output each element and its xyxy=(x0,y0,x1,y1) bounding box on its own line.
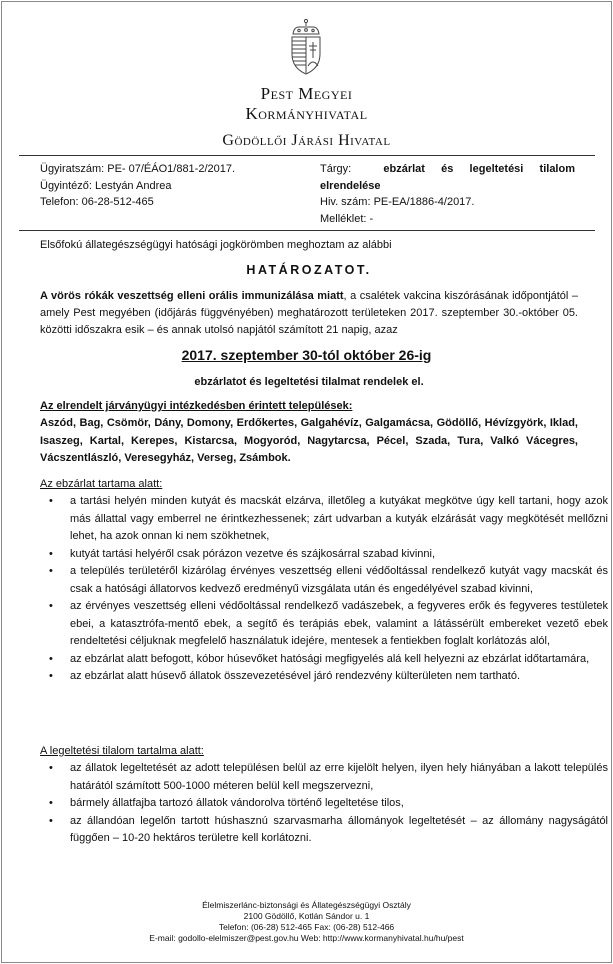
list-item: • a település területéről kizárólag érvényes veszettség elleni védőoltással rendelkező kutyát vagy macskát és csak a hatósági állatorvos kedvező eredményű vizsgálata után és engedélyével szabad kivinni, xyxy=(70,563,608,598)
grazing-ban-list xyxy=(40,760,608,848)
office-name-line2: Kormányhivatal xyxy=(245,104,368,123)
settlements-list: Aszód, Bag, Csömör, Dány, Domony, Erdőkertes, Galgahévíz, Galgamácsa, Gödöllő, Hévízgyörk, Iklad, Isaszeg, Kartal, Kerepes, Kistarcsa, Mogyoród, Nagytarcsa, Pécel, Szada, Tura, Valkó Vácegres, Vácszentlászló, Veresegyház, Verseg, Zsámbok. xyxy=(40,417,578,464)
list-item: • az érvényes veszettség elleni védőoltással rendelkező vadászebek, a fegyveres erők és fegyveres testületek ebei, a katasztrófa-mentő ebek, a segítő és terápiás ebek, valamint a látássérült embereket vezető ebek rendeltetési céljuknak megfelelő használatuk idejére, mentesek a fentiekben foglalt korlátozás alól, xyxy=(70,598,608,651)
list-item: • az állatok legeltetését az adott településen belül az erre kijelölt helyen, ilyen hely hiányában a lakott település határától számított 500-1000 méteren belül kell megszervezni, xyxy=(70,760,608,795)
list-item: • az ebzárlat alatt befogott, kóbor húsevőket hatósági megfigyelés alá kell helyezni az ebzárlat időtartamára, xyxy=(70,651,608,669)
ebzarlat-list xyxy=(40,493,608,686)
district-office-name: Gödöllői Járási Hivatal xyxy=(222,132,391,149)
hungarian-coat-of-arms-icon xyxy=(286,18,326,76)
reference-number: Hiv. szám: PE-EA/1886-4/2017. xyxy=(320,196,475,208)
decision-title: HATÁROZATOT. xyxy=(246,263,372,277)
intro-text: Elsőfokú állategészségügyi hatósági jogkörömben meghoztam az alábbi xyxy=(40,239,392,251)
case-officer: Ügyintéző: Lestyán Andrea xyxy=(40,179,172,192)
subject-line xyxy=(320,161,575,178)
order-text: ebzárlatot és legeltetési tilalmat rendelek el. xyxy=(194,376,424,388)
decision-reason: A vörös rókák veszettség elleni orális immunizálása miatt xyxy=(40,290,344,302)
header-divider xyxy=(19,155,595,156)
footer xyxy=(0,900,613,944)
case-meta-right xyxy=(320,161,575,227)
decision-reason-rest: , a csalétek vakcina kiszórásának időpontjától – amely Pest megyében (időjárás függvényében) meghatározott területeken 2017. szeptember 30.-október 05. közötti időszakra esik – és annak utolsó napjától számított 21 napig, azaz xyxy=(40,290,578,336)
list-item: • a tartási helyén minden kutyát és macskát elzárva, illetőleg a kutyákat megkötve úgy kell tartani, hogy azok más állattal vagy emberrel ne érintkezhessenek; zárt udvarban a kutyák elzárását vagy megkötését mellőzni lehet, ha azok onnan ki nem szökhetnek, xyxy=(70,493,608,546)
list-item: • az állandóan legelőn tartott húshasznú szarvasmarha állományok legeltetését – az állomány nagyságától függően – 10-20 hektáros területre kell korlátozni. xyxy=(70,813,608,848)
subject-text-1: ebzárlat és legeltetési tilalom xyxy=(383,163,575,175)
subject-text-2: elrendelése xyxy=(320,179,381,192)
case-phone: Telefon: 06-28-512-465 xyxy=(40,196,154,208)
footer-email-web: E-mail: godollo-elelmiszer@pest.gov.hu Web: http://www.kormanyhivatal.hu/hu/pest xyxy=(149,933,464,943)
footer-address: 2100 Gödöllő, Kotlán Sándor u. 1 xyxy=(243,911,370,921)
list-item: • bármely állatfajba tartozó állatok vándorolva történő legeltetése tilos, xyxy=(70,795,608,813)
subject-label: Tárgy: xyxy=(320,163,352,175)
decision-paragraph xyxy=(40,288,578,338)
attachment: Melléklet: - xyxy=(320,212,374,225)
restriction-period: 2017. szeptember 30-tól október 26-ig xyxy=(181,347,432,363)
footer-department: Élelmiszerlánc-biztonsági és Állategészségügyi Osztály xyxy=(202,900,411,910)
case-meta-left xyxy=(40,161,235,211)
list-item: • kutyát tartási helyéről csak pórázon vezetve és szájkosárral szabad kivinni, xyxy=(70,546,608,564)
office-name-line1: Pest Megyei xyxy=(260,84,353,103)
settlements-heading: Az elrendelt járványügyi intézkedésben érintett települések: xyxy=(40,400,353,412)
list-item: • az ebzárlat alatt húsevő állatok összevezetésével járó rendezvény külterületen nem tartható. xyxy=(70,668,608,686)
footer-phone-fax: Telefon: (06-28) 512-465 Fax: (06-28) 512-466 xyxy=(218,922,395,932)
ebzarlat-heading: Az ebzárlat tartama alatt: xyxy=(40,478,163,490)
case-number: Ügyiratszám: PE- 07/ÉÁO1/881-2/2017. xyxy=(40,163,236,175)
grazing-ban-heading: A legeltetési tilalom tartalma alatt: xyxy=(40,745,204,757)
meta-divider xyxy=(19,230,595,231)
